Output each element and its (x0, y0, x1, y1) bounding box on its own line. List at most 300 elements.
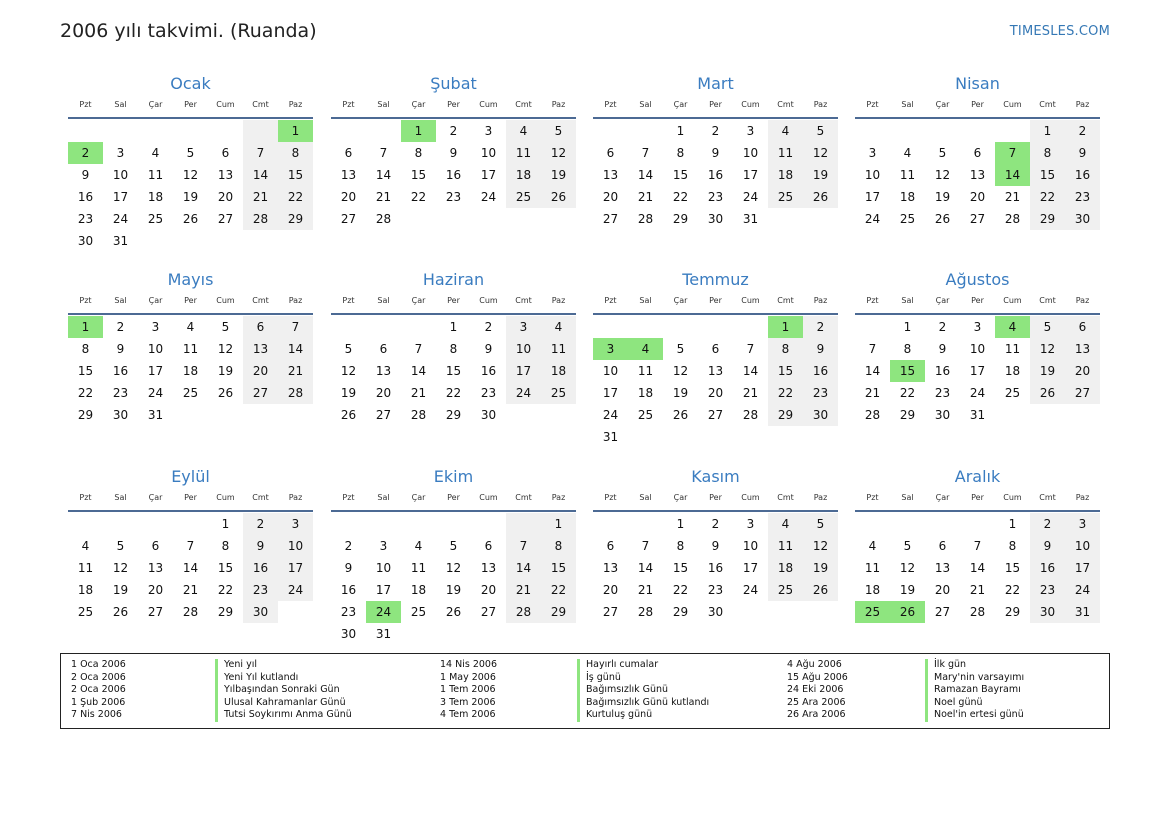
day-grid (68, 120, 313, 252)
empty-cell (208, 404, 243, 426)
day-cell: 27 (480, 605, 497, 619)
empty-cell (733, 316, 768, 338)
month-name: Mayıs (167, 270, 214, 289)
day-cell: 25 (541, 382, 576, 404)
weekday-label: Cmt (252, 100, 269, 109)
day-cell: 21 (969, 583, 986, 597)
day-cell: 1 (768, 316, 803, 338)
empty-cell (471, 623, 506, 645)
day-cell: 11 (768, 535, 803, 557)
day-cell: 7 (379, 146, 388, 160)
day-cell: 10 (742, 146, 759, 160)
day-cell: 22 (1030, 186, 1065, 208)
weekday-label: Cmt (1039, 493, 1056, 502)
day-cell: 26 (112, 605, 129, 619)
weekday-label: Çar (411, 100, 426, 109)
month-name: Kasım (691, 467, 740, 486)
day-cell: 22 (410, 190, 427, 204)
weekday-label: Pzt (79, 100, 92, 109)
day-cell: 23 (803, 382, 838, 404)
day-cell: 15 (768, 360, 803, 382)
day-cell: 19 (672, 386, 689, 400)
weekday-label: Per (447, 100, 460, 109)
empty-cell (628, 120, 663, 142)
day-cell: 13 (969, 168, 986, 182)
day-cell: 27 (707, 408, 724, 422)
day-cell: 2 (68, 142, 103, 164)
empty-cell (733, 601, 768, 623)
empty-cell (471, 513, 506, 535)
day-cell: 21 (375, 190, 392, 204)
empty-cell (960, 120, 995, 142)
weekday-label: Çar (411, 296, 426, 305)
day-cell: 1 (541, 513, 576, 535)
empty-cell (506, 623, 541, 645)
day-cell: 28 (410, 408, 427, 422)
day-cell: 26 (934, 212, 951, 226)
month-name: Eylül (171, 467, 210, 486)
day-cell: 3 (973, 320, 982, 334)
day-cell: 3 (868, 146, 877, 160)
weekday-label: Cum (479, 296, 498, 305)
day-cell: 18 (410, 583, 427, 597)
day-cell: 14 (864, 364, 881, 378)
legend-holiday-name: İlk gün (925, 659, 1024, 672)
weekday-header (68, 97, 313, 119)
day-cell: 28 (182, 605, 199, 619)
day-cell: 12 (803, 535, 838, 557)
weekday-label: Per (184, 100, 197, 109)
month-1 (68, 73, 313, 252)
day-cell: 23 (112, 386, 129, 400)
empty-cell (401, 623, 436, 645)
legend-dates-column (440, 659, 497, 722)
day-cell: 6 (1065, 316, 1100, 338)
day-cell: 3 (506, 316, 541, 338)
day-cell: 18 (899, 190, 916, 204)
month-name: Şubat (430, 74, 477, 93)
day-cell: 27 (969, 212, 986, 226)
day-cell: 2 (484, 320, 493, 334)
day-grid (331, 513, 576, 645)
weekday-label: Cmt (777, 100, 794, 109)
weekday-label: Paz (288, 100, 303, 109)
day-cell: 26 (803, 186, 838, 208)
month-9 (68, 466, 313, 623)
weekday-label: Pzt (866, 100, 879, 109)
day-cell: 25 (1004, 386, 1021, 400)
weekday-label: Paz (551, 296, 566, 305)
day-cell: 31 (742, 212, 759, 226)
empty-cell (628, 513, 663, 535)
day-cell: 29 (1030, 208, 1065, 230)
day-cell: 11 (864, 561, 881, 575)
day-cell: 12 (340, 364, 357, 378)
day-cell: 17 (375, 583, 392, 597)
day-cell: 30 (803, 404, 838, 426)
day-cell: 14 (182, 561, 199, 575)
day-cell: 5 (903, 539, 912, 553)
legend-names-column (577, 659, 709, 722)
weekday-label: Cum (1003, 493, 1022, 502)
empty-cell (995, 120, 1030, 142)
weekday-label: Cum (1003, 100, 1022, 109)
day-cell: 13 (1065, 338, 1100, 360)
day-cell: 27 (217, 212, 234, 226)
empty-cell (243, 120, 278, 142)
day-cell: 29 (1004, 605, 1021, 619)
weekday-label: Pzt (604, 100, 617, 109)
day-cell: 7 (243, 142, 278, 164)
day-cell: 5 (803, 120, 838, 142)
weekday-label: Per (709, 100, 722, 109)
day-cell: 26 (672, 408, 689, 422)
weekday-label: Sal (901, 493, 914, 502)
day-grid (593, 513, 838, 623)
day-cell: 16 (934, 364, 951, 378)
weekday-label: Sal (114, 100, 127, 109)
day-cell: 23 (480, 386, 497, 400)
weekday-header (855, 293, 1100, 315)
day-cell: 20 (147, 583, 164, 597)
weekday-header (593, 490, 838, 512)
weekday-label: Paz (813, 493, 828, 502)
legend-date: 24 Eki 2006 (787, 684, 844, 696)
day-cell: 9 (711, 539, 720, 553)
day-cell: 8 (676, 146, 685, 160)
empty-cell (803, 208, 838, 230)
day-grid (68, 316, 313, 426)
day-cell: 13 (602, 168, 619, 182)
day-cell: 8 (1030, 142, 1065, 164)
day-cell: 9 (938, 342, 947, 356)
day-cell: 17 (742, 561, 759, 575)
day-cell: 3 (278, 513, 313, 535)
weekday-label: Pzt (866, 296, 879, 305)
day-grid (593, 120, 838, 230)
day-cell: 11 (768, 142, 803, 164)
legend-holiday-name: Noel'in ertesi günü (925, 709, 1024, 722)
day-cell: 10 (278, 535, 313, 557)
day-cell: 10 (112, 168, 129, 182)
day-cell: 22 (445, 386, 462, 400)
weekday-label: Paz (813, 296, 828, 305)
day-cell: 25 (506, 186, 541, 208)
day-cell: 27 (243, 382, 278, 404)
day-cell: 12 (899, 561, 916, 575)
month-name: Mart (697, 74, 734, 93)
empty-cell (103, 120, 138, 142)
day-cell: 27 (602, 212, 619, 226)
day-cell: 12 (182, 168, 199, 182)
day-cell: 24 (278, 579, 313, 601)
empty-cell (698, 316, 733, 338)
day-cell: 22 (768, 382, 803, 404)
weekday-header (593, 293, 838, 315)
day-cell: 11 (147, 168, 164, 182)
month-5 (68, 269, 313, 426)
month-4 (855, 73, 1100, 230)
day-grid (331, 316, 576, 426)
day-cell: 20 (707, 386, 724, 400)
day-cell: 15 (77, 364, 94, 378)
day-cell: 19 (899, 583, 916, 597)
day-cell: 31 (969, 408, 986, 422)
day-cell: 2 (449, 124, 458, 138)
month-12 (855, 466, 1100, 623)
day-cell: 1 (401, 120, 436, 142)
empty-cell (960, 513, 995, 535)
empty-cell (698, 426, 733, 448)
day-cell: 5 (1030, 316, 1065, 338)
empty-cell (68, 513, 103, 535)
empty-cell (593, 513, 628, 535)
day-cell: 3 (746, 124, 755, 138)
day-cell: 21 (742, 386, 759, 400)
day-cell: 3 (379, 539, 388, 553)
day-grid (855, 513, 1100, 623)
empty-cell (995, 404, 1030, 426)
month-name: Ocak (170, 74, 211, 93)
day-cell: 27 (147, 605, 164, 619)
day-cell: 3 (484, 124, 493, 138)
day-cell: 18 (541, 360, 576, 382)
weekday-label: Çar (673, 296, 688, 305)
day-cell: 24 (112, 212, 129, 226)
day-cell: 14 (995, 164, 1030, 186)
day-cell: 7 (186, 539, 195, 553)
day-cell: 25 (182, 386, 199, 400)
day-cell: 1 (676, 517, 685, 531)
day-cell: 11 (637, 364, 654, 378)
day-cell: 17 (480, 168, 497, 182)
day-cell: 10 (1065, 535, 1100, 557)
day-cell: 23 (934, 386, 951, 400)
day-cell: 7 (746, 342, 755, 356)
day-grid (855, 316, 1100, 426)
day-cell: 24 (969, 386, 986, 400)
day-cell: 28 (637, 605, 654, 619)
day-cell: 24 (864, 212, 881, 226)
day-grid (855, 120, 1100, 230)
day-cell: 2 (116, 320, 125, 334)
day-cell: 30 (77, 234, 94, 248)
day-cell: 12 (672, 364, 689, 378)
legend-date: 14 Nis 2006 (440, 659, 497, 670)
empty-cell (173, 230, 208, 252)
day-cell: 4 (995, 316, 1030, 338)
legend-date: 1 Oca 2006 (71, 659, 126, 670)
day-cell: 16 (445, 168, 462, 182)
legend-holiday-name: Mary'nin varsayımı (925, 672, 1024, 685)
day-cell: 2 (711, 517, 720, 531)
day-cell: 16 (340, 583, 357, 597)
day-cell: 2 (938, 320, 947, 334)
day-cell: 28 (506, 601, 541, 623)
empty-cell (855, 513, 890, 535)
day-cell: 23 (707, 190, 724, 204)
day-cell: 14 (742, 364, 759, 378)
day-cell: 14 (410, 364, 427, 378)
day-cell: 13 (340, 168, 357, 182)
day-cell: 6 (606, 146, 615, 160)
day-cell: 6 (711, 342, 720, 356)
day-cell: 30 (112, 408, 129, 422)
empty-cell (243, 230, 278, 252)
day-cell: 16 (112, 364, 129, 378)
day-cell: 4 (903, 146, 912, 160)
day-cell: 14 (278, 338, 313, 360)
day-cell: 20 (602, 583, 619, 597)
day-cell: 6 (379, 342, 388, 356)
empty-cell (890, 513, 925, 535)
legend-holiday-name: Tutsi Soykırımı Anma Günü (215, 709, 352, 722)
empty-cell (278, 230, 313, 252)
weekday-label: Çar (148, 493, 163, 502)
legend-holiday-name: Ulusal Kahramanlar Günü (215, 697, 352, 710)
day-cell: 13 (243, 338, 278, 360)
empty-cell (541, 208, 576, 230)
day-cell: 21 (278, 360, 313, 382)
weekday-label: Cum (216, 296, 235, 305)
day-cell: 29 (278, 208, 313, 230)
weekday-label: Per (184, 493, 197, 502)
day-cell: 22 (278, 186, 313, 208)
day-cell: 29 (541, 601, 576, 623)
day-cell: 20 (934, 583, 951, 597)
day-cell: 23 (1065, 186, 1100, 208)
empty-cell (138, 513, 173, 535)
weekday-label: Çar (935, 100, 950, 109)
empty-cell (366, 120, 401, 142)
empty-cell (436, 623, 471, 645)
day-cell: 30 (707, 605, 724, 619)
day-cell: 20 (217, 190, 234, 204)
legend-holiday-name: Yeni yıl (215, 659, 352, 672)
day-cell: 11 (506, 142, 541, 164)
day-cell: 2 (1065, 120, 1100, 142)
day-grid (593, 316, 838, 448)
empty-cell (401, 513, 436, 535)
legend-date: 25 Ara 2006 (787, 696, 846, 708)
day-cell: 23 (77, 212, 94, 226)
day-cell: 6 (484, 539, 493, 553)
day-cell: 14 (375, 168, 392, 182)
empty-cell (768, 426, 803, 448)
day-grid (68, 513, 313, 623)
site-link[interactable]: TIMESLES.COM (1009, 24, 1110, 39)
day-cell: 6 (344, 146, 353, 160)
day-cell: 20 (243, 360, 278, 382)
day-cell: 5 (221, 320, 230, 334)
day-cell: 14 (969, 561, 986, 575)
day-cell: 31 (1065, 601, 1100, 623)
day-cell: 21 (182, 583, 199, 597)
empty-cell (925, 120, 960, 142)
weekday-label: Sal (639, 493, 652, 502)
day-cell: 19 (340, 386, 357, 400)
empty-cell (855, 120, 890, 142)
day-cell: 17 (506, 360, 541, 382)
empty-cell (768, 208, 803, 230)
day-cell: 9 (81, 168, 90, 182)
weekday-label: Cum (741, 493, 760, 502)
day-cell: 9 (711, 146, 720, 160)
day-cell: 30 (1065, 208, 1100, 230)
weekday-label: Çar (935, 296, 950, 305)
day-cell: 18 (506, 164, 541, 186)
weekday-label: Pzt (604, 296, 617, 305)
legend-date: 1 Şub 2006 (71, 696, 126, 708)
month-name: Ekim (433, 467, 474, 486)
day-cell: 9 (344, 561, 353, 575)
day-cell: 9 (1065, 142, 1100, 164)
legend-date: 1 Tem 2006 (440, 684, 496, 696)
day-cell: 4 (628, 338, 663, 360)
weekday-label: Cum (479, 493, 498, 502)
legend-holiday-name: Yılbaşından Sonraki Gün (215, 684, 352, 697)
day-cell: 29 (768, 404, 803, 426)
day-cell: 8 (1008, 539, 1017, 553)
day-cell: 28 (742, 408, 759, 422)
day-cell: 18 (77, 583, 94, 597)
empty-cell (803, 426, 838, 448)
day-cell: 22 (672, 190, 689, 204)
weekday-header (331, 293, 576, 315)
day-cell: 30 (340, 627, 357, 641)
day-cell: 22 (77, 386, 94, 400)
day-cell: 30 (934, 408, 951, 422)
day-cell: 20 (1065, 360, 1100, 382)
day-cell: 31 (112, 234, 129, 248)
day-cell: 13 (480, 561, 497, 575)
day-cell: 31 (147, 408, 164, 422)
month-7 (593, 269, 838, 448)
legend-holiday-name: Ramazan Bayramı (925, 684, 1024, 697)
day-cell: 15 (217, 561, 234, 575)
legend-date: 2 Oca 2006 (71, 684, 126, 696)
day-cell: 9 (803, 338, 838, 360)
day-cell: 8 (414, 146, 423, 160)
legend-date: 4 Ağu 2006 (787, 659, 842, 670)
day-cell: 10 (742, 539, 759, 553)
day-cell: 23 (1030, 579, 1065, 601)
day-cell: 25 (637, 408, 654, 422)
day-cell: 26 (1030, 382, 1065, 404)
weekday-label: Cmt (1039, 296, 1056, 305)
day-cell: 17 (147, 364, 164, 378)
day-cell: 18 (147, 190, 164, 204)
weekday-label: Sal (114, 296, 127, 305)
legend-date: 15 Ağu 2006 (787, 671, 848, 683)
weekday-label: Sal (639, 100, 652, 109)
day-cell: 5 (676, 342, 685, 356)
day-cell: 4 (81, 539, 90, 553)
empty-cell (628, 426, 663, 448)
day-cell: 25 (410, 605, 427, 619)
day-cell: 31 (375, 627, 392, 641)
day-cell: 10 (602, 364, 619, 378)
empty-cell (173, 120, 208, 142)
day-cell: 17 (864, 190, 881, 204)
empty-cell (541, 623, 576, 645)
weekday-header (68, 490, 313, 512)
day-cell: 21 (637, 583, 654, 597)
day-cell: 25 (899, 212, 916, 226)
day-cell: 18 (637, 386, 654, 400)
day-cell: 26 (445, 605, 462, 619)
empty-cell (890, 120, 925, 142)
